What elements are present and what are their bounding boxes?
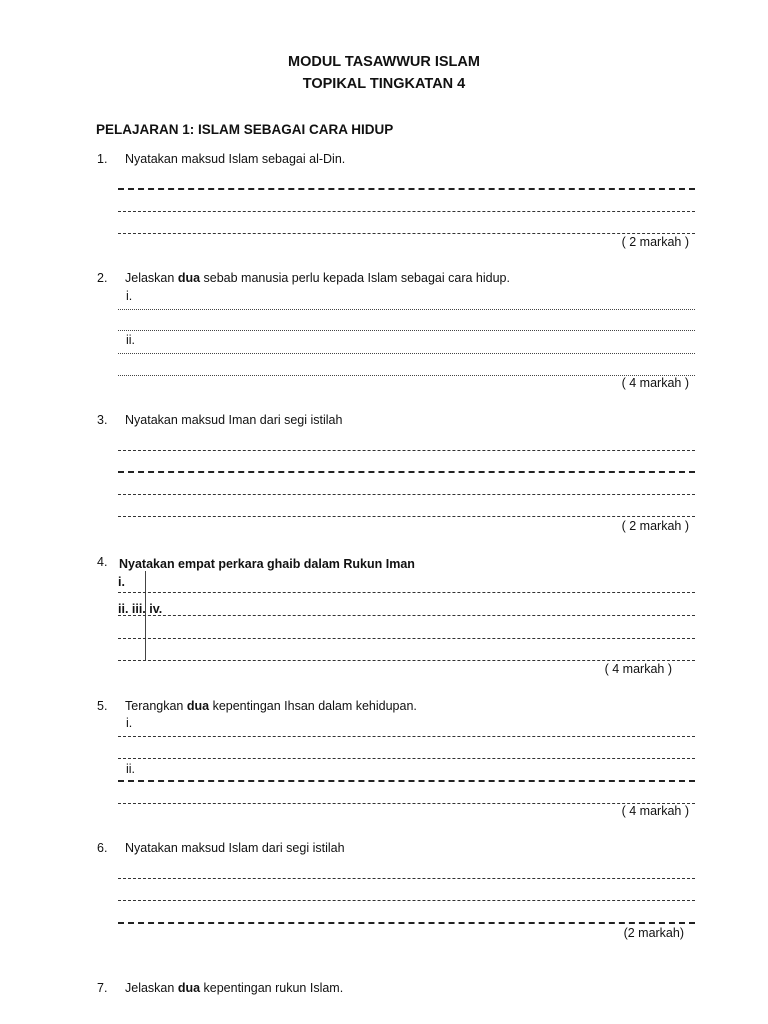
question-number: 2. bbox=[97, 271, 108, 285]
question-text: Nyatakan maksud Islam sebagai al-Din. bbox=[125, 152, 346, 166]
answer-line[interactable] bbox=[118, 592, 695, 593]
question-text: Nyatakan maksud Islam dari segi istilah bbox=[125, 841, 345, 855]
sub-item-label: ii. iii. iv. bbox=[118, 602, 163, 616]
question-text: Jelaskan dua kepentingan rukun Islam. bbox=[125, 981, 344, 995]
marks-label: ( 4 markah ) bbox=[621, 376, 689, 390]
answer-line[interactable] bbox=[118, 900, 695, 901]
section-title: PELAJARAN 1: ISLAM SEBAGAI CARA HIDUP bbox=[96, 122, 394, 137]
question-number: 1. bbox=[97, 152, 108, 166]
answer-line[interactable] bbox=[118, 233, 695, 234]
answer-line[interactable] bbox=[118, 780, 695, 782]
question-number: 3. bbox=[97, 413, 108, 427]
answer-line[interactable] bbox=[118, 188, 695, 190]
sub-item-label: i. bbox=[126, 289, 133, 303]
sub-item-label: i. bbox=[118, 575, 125, 589]
answer-line[interactable] bbox=[118, 494, 695, 495]
marks-label: (2 markah) bbox=[623, 926, 684, 940]
document-subtitle: TOPIKAL TINGKATAN 4 bbox=[302, 76, 466, 92]
question-number: 5. bbox=[97, 699, 108, 713]
question-number: 6. bbox=[97, 841, 108, 855]
margin-rule bbox=[145, 571, 146, 661]
marks-label: ( 2 markah ) bbox=[621, 235, 689, 249]
sub-item-label: ii. bbox=[126, 762, 136, 776]
question-number: 7. bbox=[97, 981, 108, 995]
answer-line[interactable] bbox=[118, 211, 695, 212]
answer-line[interactable] bbox=[118, 330, 695, 331]
answer-line[interactable] bbox=[118, 638, 695, 639]
answer-line[interactable] bbox=[118, 353, 695, 354]
question-text: Terangkan dua kepentingan Ihsan dalam kehidupan. bbox=[125, 699, 417, 713]
sub-item-label: i. bbox=[126, 716, 133, 730]
answer-line[interactable] bbox=[118, 660, 695, 661]
answer-line[interactable] bbox=[118, 615, 695, 616]
marks-label: ( 4 markah ) bbox=[621, 804, 689, 818]
question-number: 4. bbox=[97, 555, 108, 569]
answer-line[interactable] bbox=[118, 878, 695, 879]
answer-line[interactable] bbox=[118, 516, 695, 517]
answer-line[interactable] bbox=[118, 309, 695, 310]
question-text: Nyatakan empat perkara ghaib dalam Rukun Iman bbox=[119, 557, 415, 571]
question-text: Jelaskan dua sebab manusia perlu kepada Islam sebagai cara hidup. bbox=[125, 271, 510, 285]
answer-line[interactable] bbox=[118, 736, 695, 737]
answer-line[interactable] bbox=[118, 922, 695, 924]
marks-label: ( 4 markah ) bbox=[604, 662, 672, 676]
question-text: Nyatakan maksud Iman dari segi istilah bbox=[125, 413, 343, 427]
answer-line[interactable] bbox=[118, 471, 695, 473]
answer-line[interactable] bbox=[118, 450, 695, 451]
marks-label: ( 2 markah ) bbox=[621, 519, 689, 533]
answer-line[interactable] bbox=[118, 758, 695, 759]
document-title: MODUL TASAWWUR ISLAM bbox=[288, 54, 480, 70]
sub-item-label: ii. bbox=[126, 333, 136, 347]
